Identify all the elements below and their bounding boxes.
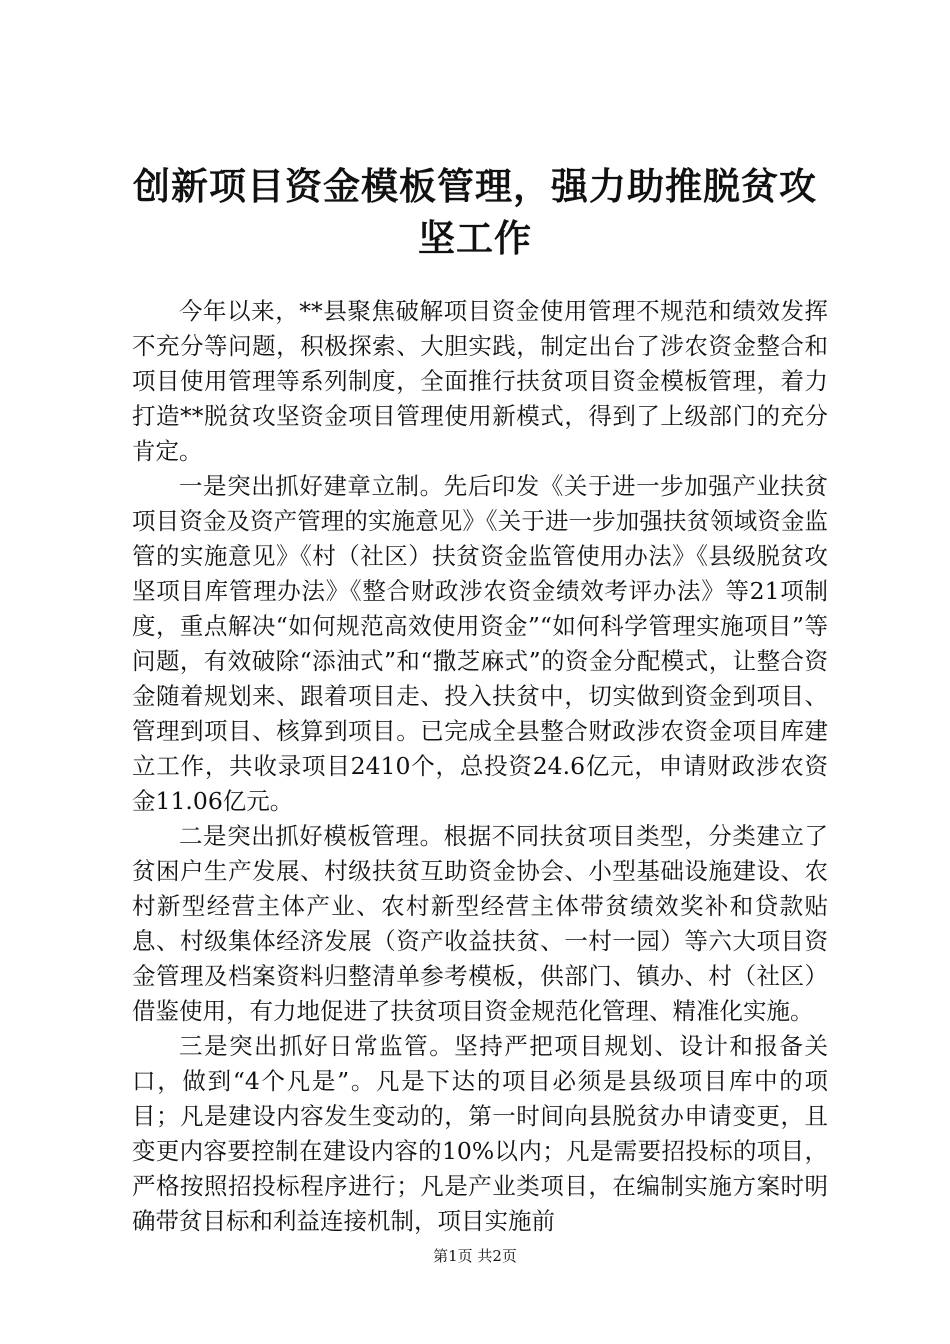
paragraph-supervision: 三是突出抓好日常监管。坚持严把项目规划、设计和报备关口，做到“4个凡是”。凡是下达的项目必须是县级项目库中的项目；凡是建设内容发生变动的，第一时间向县脱贫办申请变更，且变更内容要控制在建设内容的10%以内；凡是需要招投标的项目，严格按照招投标程序进行；凡是产业类项目，在编制实施方案时明确带贫目标和利益连接机制，项目实施前: [132, 1032, 828, 1235]
document-title: 创新项目资金模板管理，强力助推脱贫攻坚工作: [133, 164, 817, 260]
paragraph-rules: 一是突出抓好建章立制。先后印发《关于进一步加强产业扶贫项目资金及资产管理的实施意见》《关于进一步加强扶贫领域资金监管的实施意见》《村（社区）扶贫资金监管使用办法》《县级脱贫攻坚项目库管理办法》《整合财政涉农资金绩效考评办法》等21项制度，重点解决“如何规范高效使用资金”“如何科学管理实施项目”等问题，有效破除“添油式”和“撒芝麻式”的资金分配模式，让整合资金随着规划来、跟着项目走、投入扶贫中，切实做到资金到项目、管理到项目、核算到项目。已完成全县整合财政涉农资金项目库建立工作，共收录项目2410个，总投资24.6亿元，申请财政涉农资金11.06亿元。: [132, 472, 828, 815]
paragraph-templates: 二是突出抓好模板管理。根据不同扶贫项目类型，分类建立了贫困户生产发展、村级扶贫互助资金协会、小型基础设施建设、农村新型经营主体产业、农村新型经营主体带贫绩效奖补和贷款贴息、村级集体经济发展（资产收益扶贫、一村一园）等六大项目资金管理及档案资料归整清单参考模板，供部门、镇办、村（社区）借鉴使用，有力地促进了扶贫项目资金规范化管理、精准化实施。: [132, 822, 828, 1025]
document-body: [132, 294, 828, 1239]
paragraph-intro: 今年以来，**县聚焦破解项目资金使用管理不规范和绩效发挥不充分等问题，积极探索、大胆实践，制定出台了涉农资金整合和项目使用管理等系列制度，全面推行扶贫项目资金模板管理，着力打造**脱贫攻坚资金项目管理使用新模式，得到了上级部门的充分肯定。: [132, 297, 828, 465]
page-number-footer: 第1页 共2页: [433, 1247, 517, 1265]
